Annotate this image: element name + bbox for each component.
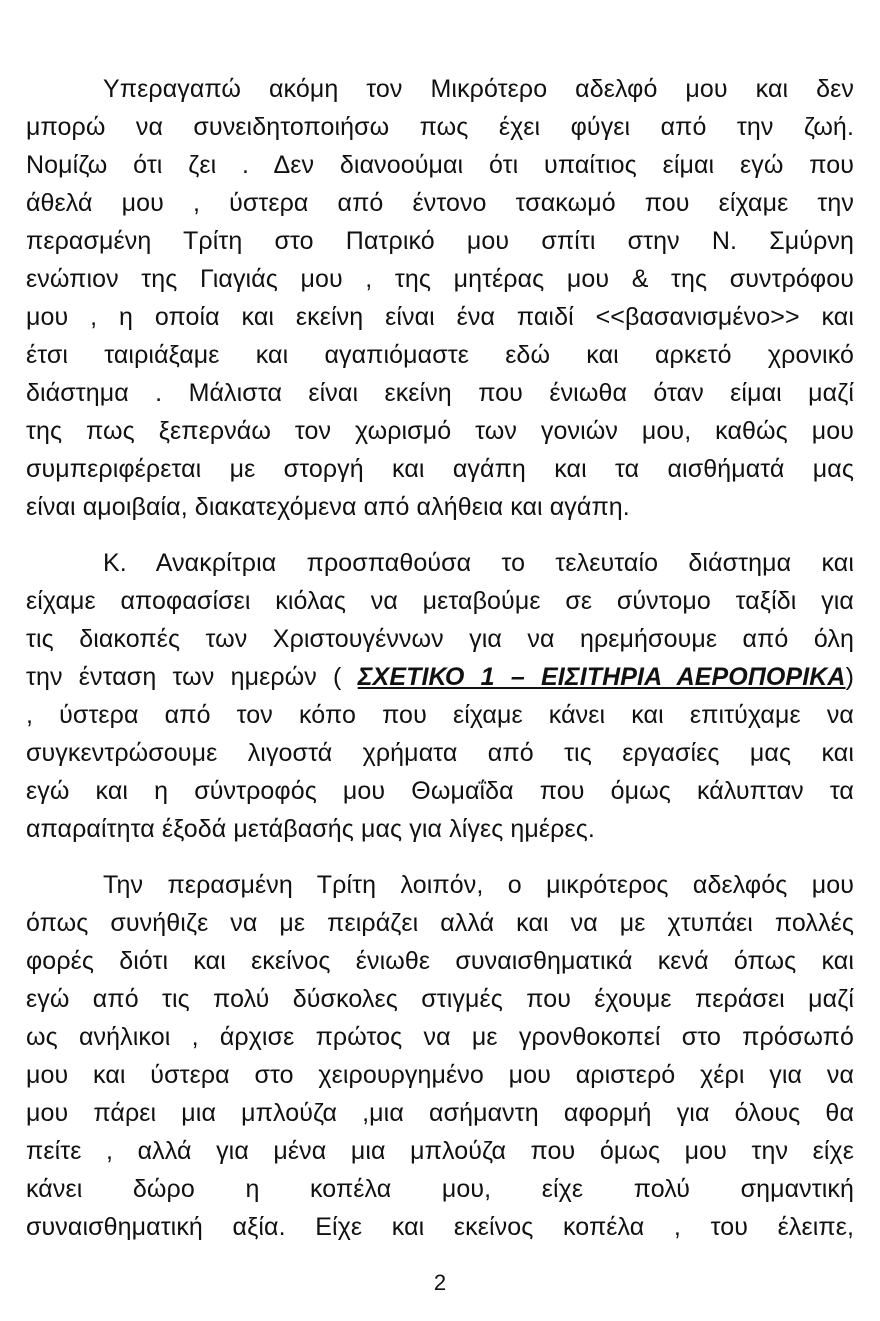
text-line bbox=[26, 980, 854, 1018]
text-segment: της πως ξεπερνάω τον χωρισμό των γονιών μου, καθώς μου bbox=[26, 417, 854, 445]
text-segment: κάνει δώρο η κοπέλα μου, είχε πολύ σημαντική bbox=[26, 1175, 854, 1203]
text-segment: όπως συνήθιζε να με πειράζει αλλά και να με χτυπάει πολλές bbox=[26, 909, 854, 937]
text-line bbox=[26, 412, 854, 450]
text-line bbox=[26, 734, 854, 772]
text-segment: απαραίτητα έξοδά μετάβασής μας για λίγες ημέρες. bbox=[26, 815, 595, 843]
text-segment: μπορώ να συνειδητοποιήσω πως έχει φύγει από την ζωή. bbox=[26, 113, 854, 141]
text-line bbox=[26, 70, 854, 108]
text-line bbox=[26, 658, 854, 696]
text-line bbox=[26, 336, 854, 374]
text-segment: Κ. Ανακρίτρια προσπαθούσα το τελευταίο διάστημα και bbox=[103, 549, 854, 577]
text-segment: ενώπιον της Γιαγιάς μου , της μητέρας μου & της συντρόφου bbox=[26, 265, 854, 293]
text-segment: την ένταση των ημερών ( bbox=[26, 663, 358, 691]
text-line bbox=[26, 450, 854, 488]
text-segment: ) bbox=[845, 663, 854, 691]
text-line bbox=[26, 866, 854, 904]
text-line bbox=[26, 488, 854, 526]
text-line bbox=[26, 260, 854, 298]
text-line bbox=[26, 582, 854, 620]
text-line bbox=[26, 942, 854, 980]
text-line bbox=[26, 1132, 854, 1170]
text-segment: έτσι ταιριάξαμε και αγαπιόμαστε εδώ και αρκετό χρονικό bbox=[26, 341, 854, 369]
text-segment: είναι αμοιβαία, διακατεχόμενα από αλήθεια και αγάπη. bbox=[26, 493, 630, 521]
text-segment: εγώ από τις πολύ δύσκολες στιγμές που έχουμε περάσει μαζί bbox=[26, 985, 854, 1013]
text-line bbox=[26, 544, 854, 582]
text-line bbox=[26, 146, 854, 184]
text-segment: διάστημα . Μάλιστα είναι εκείνη που ένιωθα όταν είμαι μαζί bbox=[26, 379, 854, 407]
paragraph-3 bbox=[26, 866, 854, 1246]
exhibit-reference: ΣΧΕΤΙΚΟ 1 – ΕΙΣΙΤΗΡΙΑ ΑΕΡΟΠΟΡΙΚΑ bbox=[357, 663, 846, 691]
text-line bbox=[26, 810, 854, 848]
text-segment: τις διακοπές των Χριστουγέννων για να ηρεμήσουμε από όλη bbox=[26, 625, 854, 653]
text-line bbox=[26, 184, 854, 222]
text-segment: είχαμε αποφασίσει κιόλας να μεταβούμε σε σύντομο ταξίδι για bbox=[26, 587, 854, 615]
text-line bbox=[26, 222, 854, 260]
text-segment: μου , η οποία και εκείνη είναι ένα παιδί <<βασανισμένο>> και bbox=[26, 303, 854, 331]
text-line bbox=[26, 1018, 854, 1056]
text-segment: , ύστερα από τον κόπο που είχαμε κάνει και επιτύχαμε να bbox=[26, 701, 854, 729]
page-number: 2 bbox=[433, 1270, 447, 1295]
text-line bbox=[26, 1094, 854, 1132]
text-segment: μου και ύστερα στο χειρουργημένο μου αριστερό χέρι για να bbox=[26, 1061, 854, 1089]
text-line bbox=[26, 1056, 854, 1094]
text-line bbox=[26, 904, 854, 942]
text-line bbox=[26, 620, 854, 658]
text-line bbox=[26, 298, 854, 336]
text-line bbox=[26, 772, 854, 810]
text-segment: Νομίζω ότι ζει . Δεν διανοούμαι ότι υπαίτιος είμαι εγώ που bbox=[26, 151, 854, 179]
text-line bbox=[26, 1170, 854, 1208]
text-line bbox=[26, 1208, 854, 1246]
text-segment: φορές διότι και εκείνος ένιωθε συναισθηματικά κενά όπως και bbox=[26, 947, 854, 975]
text-line bbox=[26, 108, 854, 146]
text-line bbox=[26, 374, 854, 412]
text-line bbox=[26, 696, 854, 734]
text-segment: εγώ και η σύντροφός μου Θωμαΐδα που όμως κάλυπταν τα bbox=[26, 777, 854, 805]
text-segment: συγκεντρώσουμε λιγοστά χρήματα από τις εργασίες μας και bbox=[26, 739, 854, 767]
text-segment: άθελά μου , ύστερα από έντονο τσακωμό που είχαμε την bbox=[26, 189, 854, 217]
paragraph-1 bbox=[26, 70, 854, 526]
text-segment: συναισθηματική αξία. Είχε και εκείνος κοπέλα , του έλειπε, bbox=[26, 1213, 854, 1241]
document-body bbox=[26, 70, 854, 1264]
text-segment: συμπεριφέρεται με στοργή και αγάπη και τα αισθήματά μας bbox=[26, 455, 854, 483]
text-segment: περασμένη Τρίτη στο Πατρικό μου σπίτι στην Ν. Σμύρνη bbox=[26, 227, 854, 255]
text-segment: Υπεραγαπώ ακόμη τον Μικρότερο αδελφό μου και δεν bbox=[103, 75, 854, 103]
text-segment: Την περασμένη Τρίτη λοιπόν, ο μικρότερος αδελφός μου bbox=[103, 871, 854, 899]
text-segment: πείτε , αλλά για μένα μια μπλούζα που όμως μου την είχε bbox=[26, 1137, 854, 1165]
text-segment: ως ανήλικοι , άρχισε πρώτος να με γρονθοκοπεί στο πρόσωπό bbox=[26, 1023, 854, 1051]
text-segment: μου πάρει μια μπλούζα ,μια ασήμαντη αφορμή για όλους θα bbox=[26, 1099, 854, 1127]
paragraph-2 bbox=[26, 544, 854, 848]
